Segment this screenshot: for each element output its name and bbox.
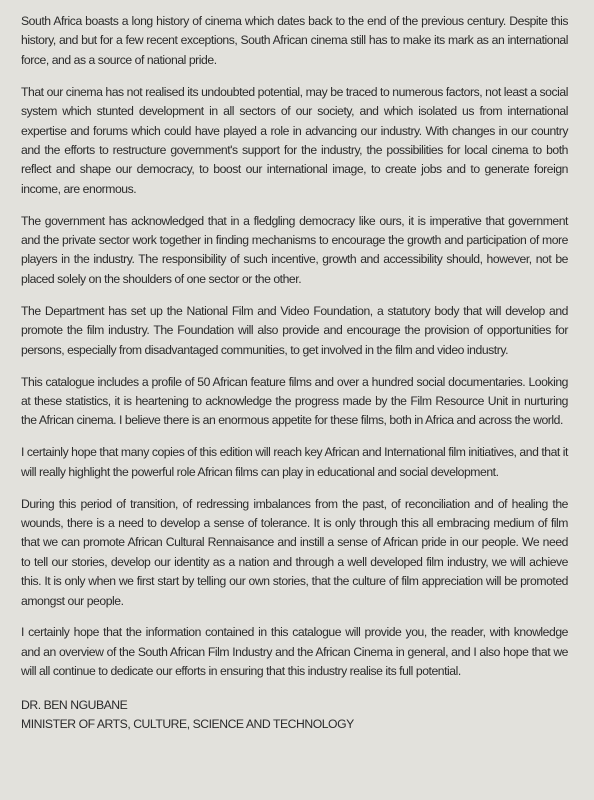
paragraph-3: The government has acknowledged that in a fledgling democracy like ours, it is imperative that government and the private sector work together in finding mechanisms to encourage the growth and participation of more players in the industry. The responsibility of such incentive, growth and accessibility should, however, not be placed solely on the shoulders of one sector or the other.	[21, 213, 568, 286]
signatory-name: DR. BEN NGUBANE	[21, 697, 128, 712]
paragraph-8: I certainly hope that the information contained in this catalogue will provide you, the reader, with knowledge and an overview of the South African Film Industry and the African Cinema in general, and I also hope that we will all continue to dedicate our efforts in ensuring that this industry realise its full potential.	[21, 625, 568, 679]
paragraph-1: South Africa boasts a long history of cinema which dates back to the end of the previous century. Despite this history, and but for a few recent exceptions, South African cinema still has to make its mark as an international force, and as a source of national pride.	[21, 14, 568, 67]
paragraph-6: I certainly hope that many copies of this edition will reach key African and International film initiatives, and that it will really highlight the powerful role African films can play in educational and social development.	[21, 445, 568, 479]
paragraph-2: That our cinema has not realised its undoubted potential, may be traced to numerous factors, not least a social system which stunted development in all sectors of our society, and which isolated us from international expertise and forums which could have played a role in advancing our industry. With changes in our country and the efforts to restructure government's support for the industry, the possibilities for local cinema to both reflect and shape our democracy, to boost our international image, to create jobs and to generate foreign income, are enormous.	[21, 84, 568, 196]
signatory-title: MINISTER OF ARTS, CULTURE, SCIENCE AND TECHNOLOGY	[21, 717, 354, 732]
signature-block	[21, 696, 568, 735]
paragraph-5: This catalogue includes a profile of 50 African feature films and over a hundred social documentaries. Looking at these statistics, it is heartening to acknowledge the progress made by the Film Resource Unit in nurturing the African cinema. I believe there is an enormous appetite for these films, both in Africa and across the world.	[21, 374, 568, 428]
paragraph-7: During this period of transition, of redressing imbalances from the past, of reconciliation and of healing the wounds, there is a need to develop a sense of tolerance. It is only through this all embracing medium of film that we can promote African Cultural Rennaisance and instill a sense of African pride in our people. We need to tell our stories, develop our identity as a nation and through a well developed film industry, we will achieve this. It is only when we first start by telling our own stories, that the culture of film appreciation will be promoted amongst our people.	[21, 496, 568, 608]
paragraph-4: The Department has set up the National Film and Video Foundation, a statutory body that will develop and promote the film industry. The Foundation will also provide and encourage the provision of opportunities for persons, especially from disadvantaged communities, to get involved in the film and video industry.	[21, 303, 568, 357]
